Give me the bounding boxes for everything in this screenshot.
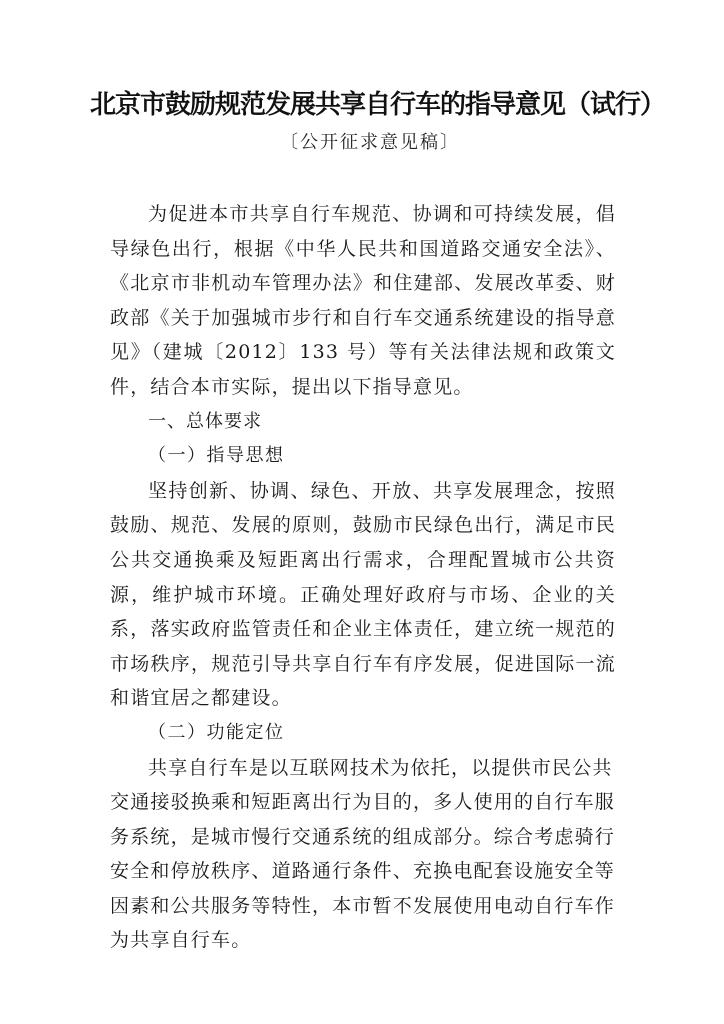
document-body <box>110 197 616 958</box>
guiding-ideology-paragraph: 坚持创新、协调、绿色、开放、共享发展理念，按照鼓励、规范、发展的原则，鼓励市民绿色出行，满足市民公共交通换乘及短距离出行需求，合理配置城市公共资源，维护城市环境。正确处理好政府与市场、企业的关系，落实政府监管责任和企业主体责任，建立统一规范的市场秩序，规范引导共享自行车有序发展，促进国际一流和谐宜居之都建设。 <box>110 479 616 710</box>
document-subtitle: 〔公开征求意见稿〕 <box>280 132 460 153</box>
subsection-heading-functional-positioning: （二）功能定位 <box>148 721 285 743</box>
section-heading-general-requirements: 一、总体要求 <box>148 410 262 432</box>
functional-positioning-paragraph: 共享自行车是以互联网技术为依托，以提供市民公共交通接驳换乘和短距离出行为目的，多人使用的自行车服务系统，是城市慢行交通系统的组成部分。综合考虑骑行安全和停放秩序、道路通行条件、充换电配套设施安全等因素和公共服务等特性，本市暂不发展使用电动自行车作为共享自行车。 <box>110 756 616 952</box>
intro-paragraph: 为促进本市共享自行车规范、协调和可持续发展，倡导绿色出行，根据《中华人民共和国道路交通安全法》、《北京市非机动车管理办法》和住建部、发展改革委、财政部《关于加强城市步行和自行车交通系统建设的指导意见》（建城〔2012〕133 号）等有关法律法规和政策文件，结合本市实际，提出以下指导意见。 <box>110 203 616 398</box>
document-title: 北京市鼓励规范发展共享自行车的指导意见（试行） <box>90 90 666 120</box>
subsection-heading-guiding-ideology: （一）指导思想 <box>148 445 285 467</box>
